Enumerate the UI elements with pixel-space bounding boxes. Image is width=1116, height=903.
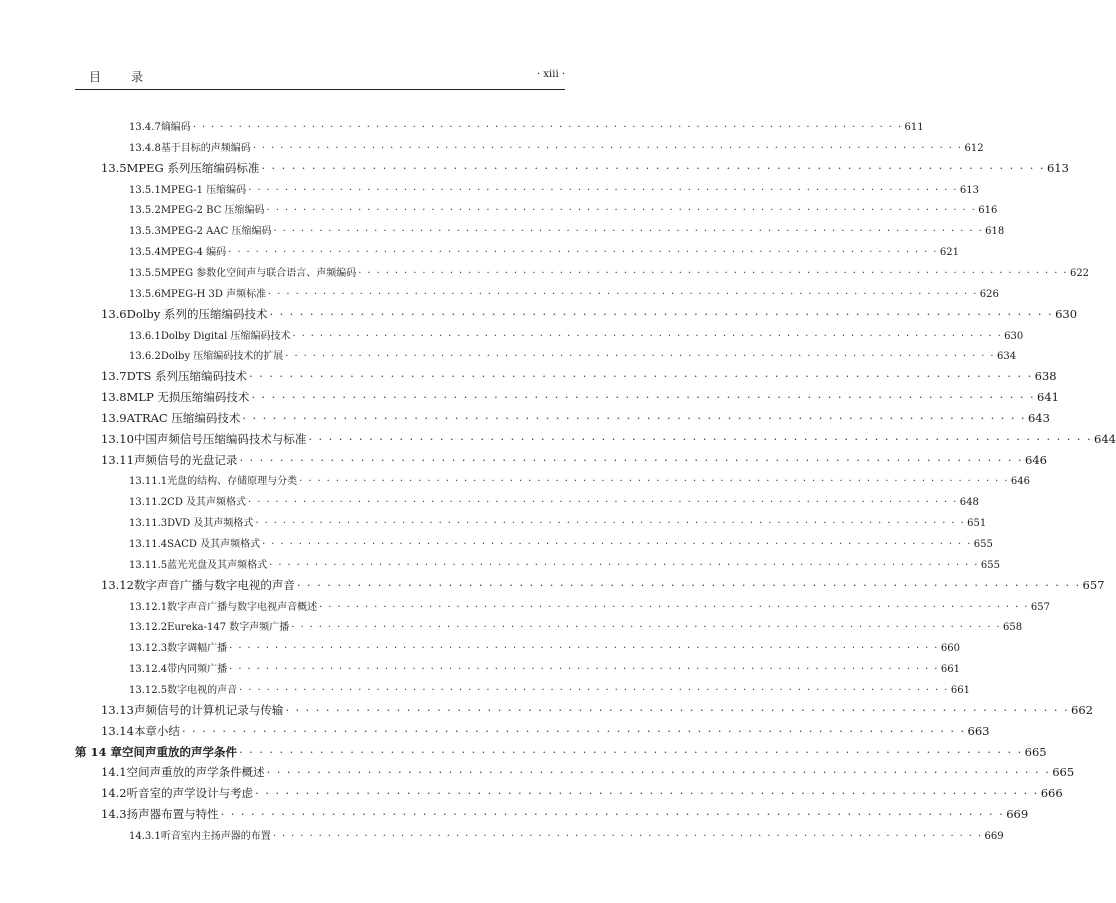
toc-entry-page: 643 [1027,410,1050,425]
toc-leader-dots: · · · · · · · · · · · · · · · · · · · · · · · · · · · · · · · · · · · · · · · · · · · · · · · · · · · · · · · · · · · · · · · · · · · · · · · · · · · · · · [292,330,1003,342]
running-header [75,66,565,86]
toc-entry-page: 657 [1082,577,1105,592]
toc-entry-title: 听音室的声学设计与考虑 [126,786,254,801]
toc-subsection-entry[interactable] [129,493,979,509]
toc-entry-title: 数字声音广播与数字电视的声音 [133,577,295,592]
toc-subsection-entry[interactable] [129,639,960,655]
toc-entry-number: 13.12.4 [129,664,168,676]
toc-entry-title: MPEG-H 3D 声频标准 [160,288,267,300]
toc-entry-page: 622 [1069,267,1090,279]
toc-entry-number: 13.11.5 [129,559,168,571]
toc-entry-number: 14.3.1 [129,830,161,842]
toc-entry-title: 数字电视的声音 [167,684,238,696]
toc-leader-dots: · · · · · · · · · · · · · · · · · · · · · · · · · · · · · · · · · · · · · · · · · · · · · · · · · · · · · · · · · · · · · · · · · · · · · · · · · · · · · · [249,369,1033,384]
toc-entry-page: 662 [1071,702,1093,717]
toc-entry-title: 蓝光光盘及其声频格式 [167,559,268,571]
toc-entry-title: DTS 系列压缩编码技术 [126,369,248,384]
toc-section-entry[interactable] [101,785,1063,801]
toc-leader-dots: · · · · · · · · · · · · · · · · · · · · · · · · · · · · · · · · · · · · · · · · · · · · · · · · · · · · · · · · · · · · · · · · · · · · · · · · · · · · · · [269,559,979,571]
toc-chapter-entry[interactable] [75,744,1047,760]
toc-section-entry[interactable] [101,577,1105,593]
toc-entry-page: 665 [1052,765,1075,780]
toc-entry-page: 655 [980,559,1000,571]
toc-section-entry[interactable] [101,764,1075,780]
toc-entry-number: 14.2 [101,786,127,801]
toc-subsection-entry[interactable] [129,222,1005,238]
toc-leader-dots: · · · · · · · · · · · · · · · · · · · · · · · · · · · · · · · · · · · · · · · · · · · · · · · · · · · · · · · · · · · · · · · · · · · · · · · · · · · · · · [319,601,1029,613]
toc-entry-title: MLP 无损压缩编码技术 [126,390,250,405]
toc-entry-number: 13.5.3 [129,226,161,238]
toc-entry-number: 13.11.4 [129,539,168,550]
toc-entry-title: ATRAC 压缩编码技术 [126,410,241,425]
toc-entry-number: 13.11.2 [129,497,168,509]
toc-section-entry[interactable] [101,723,990,739]
toc-entry-title: DVD 及其声频格式 [167,518,254,530]
toc-entry-title: Dolby Digital 压缩编码技术 [160,330,291,342]
toc-entry-page: 665 [1024,744,1047,759]
toc-subsection-entry[interactable] [129,264,1090,279]
toc-entry-page: 626 [979,288,999,300]
toc-subsection-entry[interactable] [129,535,993,550]
toc-entry-number: 13.12 [101,577,134,592]
toc-subsection-entry[interactable] [129,660,960,676]
toc-entry-title: CD 及其声频格式 [167,497,247,509]
toc-entry-title: 光盘的结构、存储原理与分类 [167,476,298,488]
toc-entry-title: 带内同频广播 [167,664,228,676]
toc-section-entry[interactable] [101,410,1050,426]
toc-leader-dots: · · · · · · · · · · · · · · · · · · · · · · · · · · · · · · · · · · · · · · · · · · · · · · · · · · · · · · · · · · · · · · · · · · · · · · · · · · · · · · [285,702,1070,717]
toc-entry-page: 660 [940,643,960,655]
toc-section-entry[interactable] [101,452,1047,468]
toc-entry-number: 13.6 [101,306,127,321]
toc-entry-title: MPEG 系列压缩编码标准 [126,160,260,175]
toc-leader-dots: · · · · · · · · · · · · · · · · · · · · · · · · · · · · · · · · · · · · · · · · · · · · · · · · · · · · · · · · · · · · · · · · · · · · · · · · · · · · · · [239,684,949,696]
toc-entry-title: Dolby 系列的压缩编码技术 [126,306,268,321]
toc-leader-dots: · · · · · · · · · · · · · · · · · · · · · · · · · · · · · · · · · · · · · · · · · · · · · · · · · · · · · · · · · · · · · · · · · · · · · · · · · · · · · · [220,807,1005,822]
toc-subsection-entry[interactable] [129,347,1017,363]
header-title: 目录 [89,70,174,84]
toc-entry-title: 声频信号的计算机记录与传输 [133,702,284,717]
toc-entry-title: 数字声音广播与数字电视声音概述 [167,601,318,613]
toc-leader-dots: · · · · · · · · · · · · · · · · · · · · · · · · · · · · · · · · · · · · · · · · · · · · · · · · · · · · · · · · · · · · · · · · · · · · · · · · · · · · · · [269,306,1054,321]
toc-entry-number: 13.4.8 [129,142,161,154]
toc-entry-page: 630 [1055,306,1078,321]
toc-entry-page: 661 [950,684,970,696]
toc-entry-number: 13.12.3 [129,643,168,655]
toc-subsection-entry[interactable] [129,201,998,217]
toc-entry-title: MPEG-2 BC 压缩编码 [160,205,265,217]
toc-subsection-entry[interactable] [129,139,984,154]
toc-entry-page: 648 [959,497,979,509]
toc-leader-dots: · · · · · · · · · · · · · · · · · · · · · · · · · · · · · · · · · · · · · · · · · · · · · · · · · · · · · · · · · · · · · · · · · · · · · · · · · · · · · · [272,830,983,842]
toc-section-entry[interactable] [101,431,1116,447]
toc-subsection-entry[interactable] [129,556,1000,571]
toc-entry-title: 本章小结 [133,723,180,738]
toc-leader-dots: · · · · · · · · · · · · · · · · · · · · · · · · · · · · · · · · · · · · · · · · · · · · · · · · · · · · · · · · · · · · · · · · · · · · · · · · · · · · · · [252,142,963,154]
toc-entry-page: 661 [940,664,960,676]
toc-entry-number: 13.12.5 [129,684,168,696]
toc-entry-page: 669 [984,830,1004,842]
toc-leader-dots: · · · · · · · · · · · · · · · · · · · · · · · · · · · · · · · · · · · · · · · · · · · · · · · · · · · · · · · · · · · · · · · · · · · · · · · · · · · · · · [299,476,1009,488]
toc-entry-number: 13.13 [101,702,134,717]
toc-leader-dots: · · · · · · · · · · · · · · · · · · · · · · · · · · · · · · · · · · · · · · · · · · · · · · · · · · · · · · · · · · · · · · · · · · · · · · · · · · · · · · [308,431,1093,446]
header-page-number: · xiii · [537,69,565,80]
toc-entry-number: 14.1 [101,765,127,780]
toc-leader-dots: · · · · · · · · · · · · · · · · · · · · · · · · · · · · · · · · · · · · · · · · · · · · · · · · · · · · · · · · · · · · · · · · · · · · · · · · · · · · · · [268,288,978,300]
toc-entry-page: 646 [1010,476,1030,488]
toc-entry-number: 13.4.7 [129,122,161,133]
toc-subsection-entry[interactable] [129,618,1023,634]
toc-entry-title: MPEG-4 编码 [160,247,227,259]
toc-entry-title: Dolby 压缩编码技术的扩展 [160,351,284,363]
toc-section-entry[interactable] [101,368,1057,384]
toc-leader-dots: · · · · · · · · · · · · · · · · · · · · · · · · · · · · · · · · · · · · · · · · · · · · · · · · · · · · · · · · · · · · · · · · · · · · · · · · · · · · · · [181,723,966,738]
toc-subsection-entry[interactable] [129,285,999,300]
toc-entry-page: 618 [985,226,1005,238]
toc-entry-page: 641 [1037,390,1059,405]
toc-section-entry[interactable] [101,306,1078,322]
toc-entry-page: 613 [1046,160,1069,175]
toc-entry-title: 熵编码 [160,122,191,133]
toc-entry-page: 630 [1004,330,1024,342]
toc-leader-dots: · · · · · · · · · · · · · · · · · · · · · · · · · · · · · · · · · · · · · · · · · · · · · · · · · · · · · · · · · · · · · · · · · · · · · · · · · · · · · · [296,577,1081,592]
toc-leader-dots: · · · · · · · · · · · · · · · · · · · · · · · · · · · · · · · · · · · · · · · · · · · · · · · · · · · · · · · · · · · · · · · · · · · · · · · · · · · · · · [192,122,903,133]
toc-entry-number: 13.12.1 [129,601,168,613]
toc-leader-dots: · · · · · · · · · · · · · · · · · · · · · · · · · · · · · · · · · · · · · · · · · · · · · · · · · · · · · · · · · · · · · · · · · · · · · · · · · · · · · · [273,226,984,238]
toc-entry-page: 611 [904,122,924,133]
toc-entry-number: 13.5.5 [129,267,161,279]
toc-subsection-entry[interactable] [129,243,959,259]
toc-leader-dots: · · · · · · · · · · · · · · · · · · · · · · · · · · · · · · · · · · · · · · · · · · · · · · · · · · · · · · · · · · · · · · · · · · · · · · · · · · · · · · [239,452,1024,467]
toc-entry-page: 663 [967,723,990,738]
toc-entry-page: 651 [967,518,987,530]
toc-section-entry[interactable] [101,160,1069,176]
toc-entry-page: 621 [939,247,959,259]
toc-entry-number: 13.6.2 [129,351,161,363]
toc-entry-title: 声频信号的光盘记录 [133,452,238,467]
toc-subsection-entry[interactable] [129,681,970,696]
toc-subsection-entry[interactable] [129,514,987,530]
toc-leader-dots: · · · · · · · · · · · · · · · · · · · · · · · · · · · · · · · · · · · · · · · · · · · · · · · · · · · · · · · · · · · · · · · · · · · · · · · · · · · · · · [228,247,938,259]
toc-entry-title: MPEG-2 AAC 压缩编码 [160,226,272,238]
toc-entry-page: 646 [1025,452,1047,467]
toc-entry-number: 13.11 [101,452,134,467]
toc-entry-page: 634 [996,351,1017,363]
toc-leader-dots: · · · · · · · · · · · · · · · · · · · · · · · · · · · · · · · · · · · · · · · · · · · · · · · · · · · · · · · · · · · · · · · · · · · · · · · · · · · · · · [229,643,939,655]
toc-leader-dots: · · · · · · · · · · · · · · · · · · · · · · · · · · · · · · · · · · · · · · · · · · · · · · · · · · · · · · · · · · · · · · · · · · · · · · · · · · · · · · [358,267,1068,279]
toc-entry-title: MPEG-1 压缩编码 [160,184,247,196]
toc-entry-title: 空间声重放的声学条件 [122,744,238,759]
toc-leader-dots: · · · · · · · · · · · · · · · · · · · · · · · · · · · · · · · · · · · · · · · · · · · · · · · · · · · · · · · · · · · · · · · · · · · · · · · · · · · · · · [285,351,995,363]
toc-section-entry[interactable] [101,806,1029,822]
toc-entry-title: 中国声频信号压缩编码技术与标准 [133,431,307,446]
toc-entry-title: MPEG 参数化空间声与联合语言、声频编码 [160,267,357,279]
toc-leader-dots: · · · · · · · · · · · · · · · · · · · · · · · · · · · · · · · · · · · · · · · · · · · · · · · · · · · · · · · · · · · · · · · · · · · · · · · · · · · · · · [239,744,1023,759]
toc-entry-number: 14.3 [101,807,127,822]
toc-entry-title: SACD 及其声频格式 [167,539,261,550]
toc-subsection-entry[interactable] [129,118,924,133]
toc-entry-number: 13.11.3 [129,518,168,530]
toc-entry-page: 613 [959,184,979,196]
toc-entry-number: 13.5.6 [129,288,161,300]
toc-entry-page: 658 [1002,622,1023,634]
toc-entry-number: 13.12.2 [129,622,168,634]
toc-entry-page: 638 [1034,369,1057,384]
toc-entry-page: 612 [964,142,984,154]
toc-subsection-entry[interactable] [129,472,1030,488]
toc-leader-dots: · · · · · · · · · · · · · · · · · · · · · · · · · · · · · · · · · · · · · · · · · · · · · · · · · · · · · · · · · · · · · · · · · · · · · · · · · · · · · · [229,664,939,676]
toc-leader-dots: · · · · · · · · · · · · · · · · · · · · · · · · · · · · · · · · · · · · · · · · · · · · · · · · · · · · · · · · · · · · · · · · · · · · · · · · · · · · · · [251,390,1036,405]
toc-entry-number: 13.5.1 [129,184,161,196]
toc-leader-dots: · · · · · · · · · · · · · · · · · · · · · · · · · · · · · · · · · · · · · · · · · · · · · · · · · · · · · · · · · · · · · · · · · · · · · · · · · · · · · · [242,410,1026,425]
toc-leader-dots: · · · · · · · · · · · · · · · · · · · · · · · · · · · · · · · · · · · · · · · · · · · · · · · · · · · · · · · · · · · · · · · · · · · · · · · · · · · · · · [255,786,1039,801]
toc-entry-page: 666 [1040,786,1063,801]
header-rule [75,89,565,90]
toc-subsection-entry[interactable] [129,327,1024,342]
toc-leader-dots: · · · · · · · · · · · · · · · · · · · · · · · · · · · · · · · · · · · · · · · · · · · · · · · · · · · · · · · · · · · · · · · · · · · · · · · · · · · · · · [266,765,1051,780]
toc-subsection-entry[interactable] [129,598,1050,613]
toc-entry-number: 13.14 [101,723,134,738]
toc-leader-dots: · · · · · · · · · · · · · · · · · · · · · · · · · · · · · · · · · · · · · · · · · · · · · · · · · · · · · · · · · · · · · · · · · · · · · · · · · · · · · · [248,497,958,509]
toc-leader-dots: · · · · · · · · · · · · · · · · · · · · · · · · · · · · · · · · · · · · · · · · · · · · · · · · · · · · · · · · · · · · · · · · · · · · · · · · · · · · · · [248,184,958,196]
toc-entry-number: 13.11.1 [129,476,168,488]
toc-subsection-entry[interactable] [129,827,1004,842]
toc-leader-dots: · · · · · · · · · · · · · · · · · · · · · · · · · · · · · · · · · · · · · · · · · · · · · · · · · · · · · · · · · · · · · · · · · · · · · · · · · · · · · · [255,518,966,530]
toc-entry-page: 669 [1006,807,1029,822]
toc-subsection-entry[interactable] [129,181,979,196]
toc-entry-title: 扬声器布置与特性 [126,807,219,822]
toc-entry-number: 13.7 [101,369,127,384]
toc-entry-title: 基于目标的声频编码 [160,142,251,154]
toc-entry-title: Eureka-147 数字声频广播 [167,622,290,634]
toc-leader-dots: · · · · · · · · · · · · · · · · · · · · · · · · · · · · · · · · · · · · · · · · · · · · · · · · · · · · · · · · · · · · · · · · · · · · · · · · · · · · · · [262,539,972,550]
toc-leader-dots: · · · · · · · · · · · · · · · · · · · · · · · · · · · · · · · · · · · · · · · · · · · · · · · · · · · · · · · · · · · · · · · · · · · · · · · · · · · · · · [261,160,1045,175]
toc-entry-number: 第 14 章 [75,744,123,759]
toc-entry-page: 616 [978,205,998,217]
toc-entry-page: 644 [1094,431,1116,446]
toc-leader-dots: · · · · · · · · · · · · · · · · · · · · · · · · · · · · · · · · · · · · · · · · · · · · · · · · · · · · · · · · · · · · · · · · · · · · · · · · · · · · · · [266,205,977,217]
toc-entry-page: 655 [973,539,993,550]
toc-leader-dots: · · · · · · · · · · · · · · · · · · · · · · · · · · · · · · · · · · · · · · · · · · · · · · · · · · · · · · · · · · · · · · · · · · · · · · · · · · · · · · [291,622,1001,634]
toc-entry-number: 13.5.4 [129,247,161,259]
toc-entry-title: 空间声重放的声学条件概述 [126,765,265,780]
toc-entry-page: 657 [1030,601,1050,613]
toc-entry-title: 数字调幅广播 [167,643,228,655]
toc-entry-title: 听音室内主扬声器的布置 [160,830,271,842]
toc-entry-number: 13.8 [101,390,127,405]
toc-entry-number: 13.10 [101,431,134,446]
toc-section-entry[interactable] [101,702,1093,718]
toc-entry-number: 13.5.2 [129,205,161,217]
toc-section-entry[interactable] [101,389,1059,405]
toc-entry-number: 13.9 [101,410,127,425]
toc-entry-number: 13.6.1 [129,330,161,342]
toc-entry-number: 13.5 [101,160,127,175]
